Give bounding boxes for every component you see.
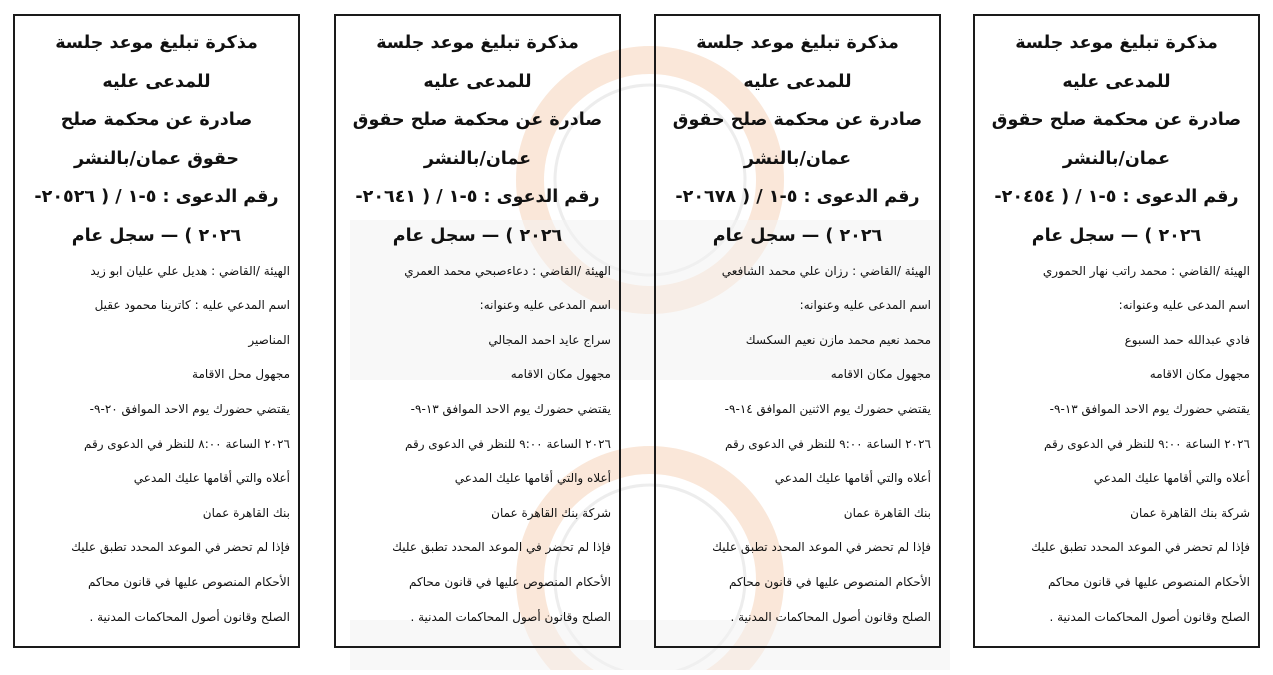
defendant-name: محمد نعيم محمد مازن نعيم السكسك [745,332,931,347]
plaintiff-label: أعلاه والتي أقامها عليك المدعي [1093,471,1250,486]
warning-line-3: الصلح وقانون أصول المحاكمات المدنية . [730,609,931,624]
notice-column-3 [334,14,621,648]
case-number-cont: ٢٠٢٦ ) — سجل عام [71,225,242,246]
warning-line-1: فإذا لم تحضر في الموعد المحدد تطبق عليك [1031,540,1250,555]
notice-court: صادرة عن محكمة صلح حقوق [672,110,923,131]
defendant-label: اسم المدعى عليه وعنوانه: [479,298,611,313]
warning-line-2: الأحكام المنصوص عليها في قانون محاكم [729,574,931,589]
notice-court-cont: عمان/بالنشر [1062,148,1171,169]
judge-line: الهيئة /القاضي : محمد راتب نهار الحموري [1042,263,1250,278]
hearing-time: ٢٠٢٦ الساعة ٩:٠٠ للنظر في الدعوى رقم [724,436,931,451]
defendant-name: المناصير [248,332,290,347]
warning-line-3: الصلح وقانون أصول المحاكمات المدنية . [410,609,611,624]
plaintiff-label: أعلاه والتي أقامها عليك المدعي [454,471,611,486]
notice-title: مذكرة تبليغ موعد جلسة [696,33,899,53]
case-number-cont: ٢٠٢٦ ) — سجل عام [712,225,883,246]
notice-court: صادرة عن محكمة صلح حقوق [352,110,603,131]
warning-line-3: الصلح وقانون أصول المحاكمات المدنية . [89,609,290,624]
notice-recipient: للمدعى عليه [102,71,211,92]
hearing-time: ٢٠٢٦ الساعة ٩:٠٠ للنظر في الدعوى رقم [1043,436,1250,451]
defendant-name: فادي عبدالله حمد السبوع [1124,332,1250,347]
defendant-label: اسم المدعى عليه وعنوانه: [799,298,931,313]
notice-column-2 [654,14,941,648]
defendant-label: اسم المدعى عليه وعنوانه: [1118,298,1250,313]
judge-line: الهيئة /القاضي : دعاءصبحي محمد العمري [404,263,611,278]
warning-line-1: فإذا لم تحضر في الموعد المحدد تطبق عليك [712,540,931,555]
notice-recipient: للمدعى عليه [743,71,852,92]
notice-recipient: للمدعى عليه [423,71,532,92]
hearing-date: يقتضي حضورك يوم الاحد الموافق ٢٠-٩- [89,401,290,416]
case-number-cont: ٢٠٢٦ ) — سجل عام [1031,225,1202,246]
warning-line-2: الأحكام المنصوص عليها في قانون محاكم [1048,574,1250,589]
defendant-label: اسم المدعي عليه : كاترينا محمود عقيل [94,298,290,313]
notice-court: صادرة عن محكمة صلح [60,110,253,131]
warning-line-1: فإذا لم تحضر في الموعد المحدد تطبق عليك [71,540,290,555]
address-line: مجهول محل الاقامة [192,367,290,382]
notice-title: مذكرة تبليغ موعد جلسة [1015,33,1218,53]
hearing-time: ٢٠٢٦ الساعة ٨:٠٠ للنظر في الدعوى رقم [83,436,290,451]
notice-court-cont: عمان/بالنشر [743,148,852,169]
plaintiff-name: شركة بنك القاهرة عمان [1130,505,1250,520]
notice-column-4 [13,14,300,648]
warning-line-1: فإذا لم تحضر في الموعد المحدد تطبق عليك [392,540,611,555]
hearing-date: يقتضي حضورك يوم الاحد الموافق ١٣-٩- [1049,401,1250,416]
plaintiff-name: بنك القاهرة عمان [202,505,290,520]
defendant-name: سراج عايد احمد المجالي [488,332,611,347]
notice-column-1 [973,14,1260,648]
case-number: رقم الدعوى : ٥-١ / ( ٢٠٦٤١- [355,187,600,208]
notice-title: مذكرة تبليغ موعد جلسة [376,33,579,53]
hearing-time: ٢٠٢٦ الساعة ٩:٠٠ للنظر في الدعوى رقم [404,436,611,451]
address-line: مجهول مكان الاقامه [830,367,931,382]
plaintiff-label: أعلاه والتي أقامها عليك المدعي [774,471,931,486]
plaintiff-name: بنك القاهرة عمان [843,505,931,520]
case-number: رقم الدعوى : ٥-١ / ( ٢٠٥٢٦- [34,187,279,208]
notice-court-cont: حقوق عمان/بالنشر [73,148,240,169]
warning-line-2: الأحكام المنصوص عليها في قانون محاكم [88,574,290,589]
notice-title: مذكرة تبليغ موعد جلسة [55,33,258,53]
case-number: رقم الدعوى : ٥-١ / ( ٢٠٤٥٤- [994,187,1239,208]
hearing-date: يقتضي حضورك يوم الاحد الموافق ١٣-٩- [410,401,611,416]
notice-court-cont: عمان/بالنشر [423,148,532,169]
plaintiff-label: أعلاه والتي أقامها عليك المدعي [133,471,290,486]
judge-line: الهيئة /القاضي : رزان علي محمد الشافعي [721,263,931,278]
address-line: مجهول مكان الاقامه [1149,367,1250,382]
case-number: رقم الدعوى : ٥-١ / ( ٢٠٦٧٨- [675,187,920,208]
plaintiff-name: شركة بنك القاهرة عمان [491,505,611,520]
hearing-date: يقتضي حضورك يوم الاثنين الموافق ١٤-٩- [724,401,931,416]
case-number-cont: ٢٠٢٦ ) — سجل عام [392,225,563,246]
warning-line-2: الأحكام المنصوص عليها في قانون محاكم [409,574,611,589]
notice-court: صادرة عن محكمة صلح حقوق [991,110,1242,131]
judge-line: الهيئة /القاضي : هديل علي عليان ابو زيد [90,263,290,278]
notice-recipient: للمدعى عليه [1062,71,1171,92]
warning-line-3: الصلح وقانون أصول المحاكمات المدنية . [1049,609,1250,624]
address-line: مجهول مكان الاقامه [510,367,611,382]
